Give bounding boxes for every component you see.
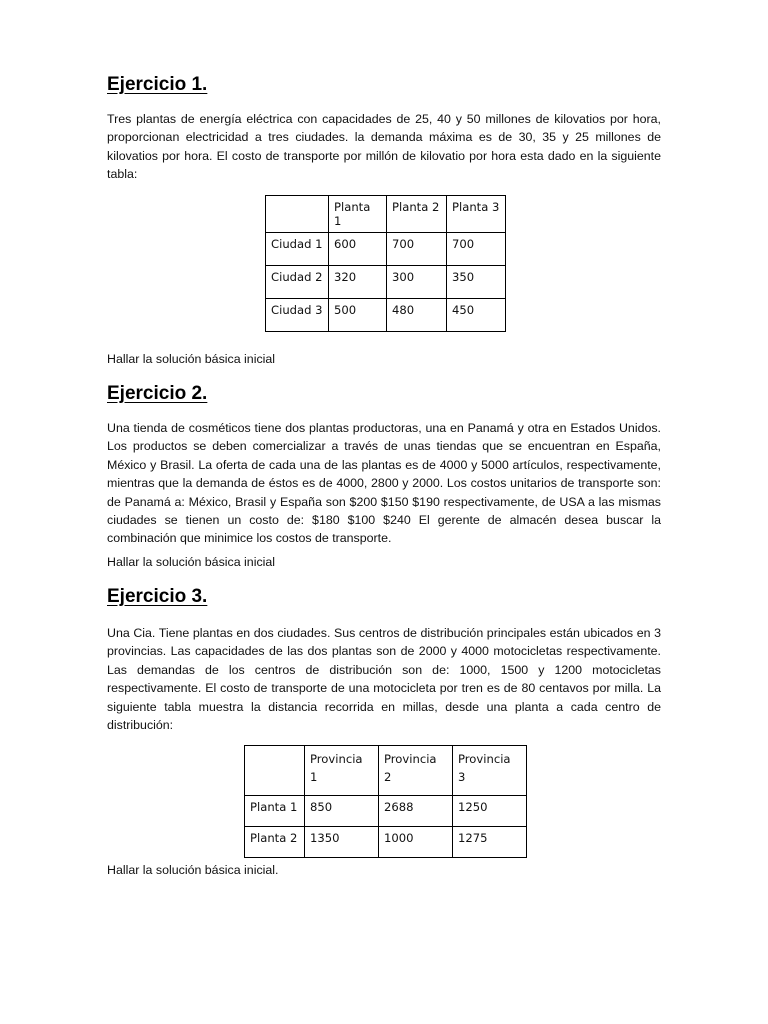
table-cell: 700 — [387, 233, 447, 266]
table-cell: 300 — [387, 266, 447, 299]
exercise-1-title: Ejercicio 1. — [107, 74, 208, 95]
exercise-2-instruction: Hallar la solución básica inicial — [107, 555, 276, 569]
exercise-3-instruction: Hallar la solución básica inicial. — [107, 863, 279, 877]
table-cell: Planta 1 — [245, 796, 305, 827]
table-cell: 1000 — [379, 827, 453, 858]
table-cell: 450 — [447, 299, 506, 332]
exercise-1-text: Tres plantas de energía eléctrica con capacidades de 25, 40 y 50 millones de kilovatios por hora, proporcionan electricidad a tres ciudades. la demanda máxima es de 30, 35 y 25 millones de kilovatios por hora. El costo de transporte por millón de kilovatio por hora esta dado en la siguiente tabla: — [107, 112, 661, 182]
table-cell: 850 — [305, 796, 379, 827]
table-cell: 1250 — [453, 796, 527, 827]
table-cell: Ciudad 2 — [266, 266, 329, 299]
table-header-row — [245, 746, 527, 796]
table-cell: Ciudad 3 — [266, 299, 329, 332]
table-cell: 500 — [329, 299, 387, 332]
table-cell: 1275 — [453, 827, 527, 858]
exercise-1-table — [265, 195, 506, 332]
table-row — [266, 299, 506, 332]
table-header-cell — [266, 196, 329, 233]
table-row — [245, 796, 527, 827]
table-header-cell: Provincia 3 — [453, 746, 527, 796]
table-row — [266, 266, 506, 299]
table-cell: 2688 — [379, 796, 453, 827]
table-header-cell — [245, 746, 305, 796]
table-header-cell: Provincia 2 — [379, 746, 453, 796]
exercise-3-table — [244, 745, 527, 858]
exercise-2-title: Ejercicio 2. — [107, 383, 208, 404]
table-header-cell: Planta 1 — [329, 196, 387, 233]
table-header-cell: Planta 2 — [387, 196, 447, 233]
exercise-3-text: Una Cia. Tiene plantas en dos ciudades. Sus centros de distribución principales están ubicados en 3 provincias. Las capacidades de las dos plantas son de 2000 y 4000 motocicletas respectivamente. Las demandas de los centros de distribución son de: 1000, 1500 y 1200 motocicletas respectivamente. El costo de transporte de una motocicleta por tren es de 80 centavos por milla. La siguiente tabla muestra la distancia recorrida en millas, desde una planta a cada centro de distribución: — [107, 626, 661, 733]
table-header-cell: Planta 3 — [447, 196, 506, 233]
table-cell: 480 — [387, 299, 447, 332]
exercise-1-instruction: Hallar la solución básica inicial — [107, 352, 276, 366]
exercise-3-title: Ejercicio 3. — [107, 586, 208, 607]
table-row — [245, 827, 527, 858]
table-cell: 320 — [329, 266, 387, 299]
table-cell: Ciudad 1 — [266, 233, 329, 266]
exercise-2-text: Una tienda de cosméticos tiene dos plantas productoras, una en Panamá y otra en Estados Unidos. Los productos se deben comercializar a través de unas tiendas que se encuentran en España, México y Brasil. La oferta de cada una de las plantas es de 4000 y 5000 artículos, respectivamente, mientras que la demanda de éstos es de 4000, 2800 y 2000. Los costos unitarios de transporte son: de Panamá a: México, Brasil y España son $200 $150 $190 respectivamente, de USA a las mismas ciudades se tienen un costo de: $180 $100 $240 El gerente de almacén desea buscar la combinación que minimice los costos de transporte. — [107, 421, 661, 546]
table-cell: Planta 2 — [245, 827, 305, 858]
table-header-row — [266, 196, 506, 233]
table-row — [266, 233, 506, 266]
table-cell: 600 — [329, 233, 387, 266]
table-cell: 350 — [447, 266, 506, 299]
table-cell: 700 — [447, 233, 506, 266]
table-cell: 1350 — [305, 827, 379, 858]
table-header-cell: Provincia 1 — [305, 746, 379, 796]
